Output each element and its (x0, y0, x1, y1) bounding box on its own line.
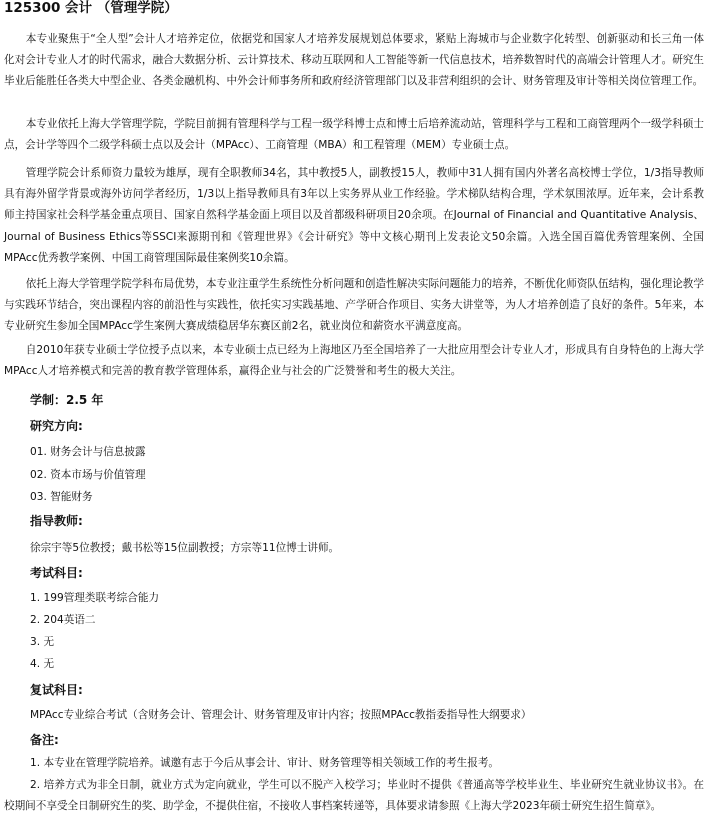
list-item: 1. 199管理类联考综合能力 (30, 592, 160, 604)
remark-item: 1. 本专业在管理学院培养。诚邀有志于今后从事会计、审计、财务管理等相关领域工作的考生报考。 (30, 757, 500, 769)
advisors-text: 徐宗宇等5位教授；戴书松等15位副教授；方宗等11位博士讲师。 (30, 542, 340, 554)
list-item: 4. 无 (30, 658, 55, 670)
page-title: 125300 会计 （管理学院） (4, 0, 178, 16)
research-heading: 研究方向: (30, 419, 83, 433)
retest-text: MPAcc专业综合考试（含财务会计、管理会计、财务管理及审计内容；按照MPAcc教指委指导性大纲要求） (30, 709, 532, 721)
duration-heading: 学制：2.5 年 (30, 393, 104, 407)
advantage-paragraph: 依托上海大学管理学院学科布局优势，本专业注重学生系统性分析问题和创造性解决实际问题能力的培养，不断优化师资队伍结构，强化理论教学与实践环节结合，突出课程内容的前沿性与实践性，依托实习实践基地、产学研合作项目、实务大讲堂等，为人才培养创造了良好的条件。5年来，本专业研究生参加全国MPAcc学生案例大赛成绩稳居华东赛区前2名，就业岗位和薪资水平满意度高。 (4, 278, 704, 333)
exam-heading: 考试科目: (30, 566, 83, 580)
list-item: 02. 资本市场与价值管理 (30, 469, 146, 481)
advisors-heading: 指导教师: (30, 514, 83, 528)
faculty-paragraph: 管理学院会计系师资力量较为雄厚，现有全职教师34名，其中教授5人，副教授15人，教师中31人拥有国内外著名高校博士学位，1/3指导教师具有海外留学背景或海外访问学者经历，1/3以上指导教师具有3年以上实务界从业工作经验。学术梯队结构合理，学术氛围浓厚。近年来，会计系教师主持国家社会科学基金重点项目、国家自然科学基金面上项目以及首都级科研项目20余项。在Journal of Financial and Quantitative Analysis、Journal of Business Ethics等SSCI来源期刊和《管理世界》《会计研究》等中文核心期刊上发表论文50余篇。入选全国百篇优秀管理案例、全国MPAcc优秀教学案例、中国工商管理国际最佳案例奖10余篇。 (4, 167, 704, 264)
retest-heading: 复试科目: (30, 683, 83, 697)
list-item: 03. 智能财务 (30, 491, 93, 503)
college-paragraph: 本专业依托上海大学管理学院，学院目前拥有管理科学与工程一级学科博士点和博士后培养流动站，管理科学与工程和工商管理两个一级学科硕士点，会计学等四个二级学科硕士点以及会计（MPAcc）、工商管理（MBA）和工程管理（MEM）专业硕士点。 (4, 118, 704, 152)
list-item: 3. 无 (30, 636, 55, 648)
intro-paragraph: 本专业聚焦于“全人型”会计人才培养定位，依据党和国家人才培养发展规划总体要求，紧贴上海城市与企业数字化转型、创新驱动和长三角一体化对会计专业人才的时代需求，融合大数据分析、云计算技术、移动互联网和人工智能等新一代信息技术，培养数智时代的高端会计管理人才。研究生毕业后能胜任各类大中型企业、各类金融机构、中外会计师事务所和政府经济管理部门以及非营利组织的会计、财务管理及审计等相关岗位管理工作。 (4, 33, 704, 88)
history-paragraph: 自2010年获专业硕士学位授予点以来，本专业硕士点已经为上海地区乃至全国培养了一大批应用型会计专业人才，形成具有自身特色的上海大学MPAcc人才培养模式和完善的教育教学管理体系，赢得企业与社会的广泛赞誉和考生的极大关注。 (4, 344, 704, 378)
list-item: 2. 204英语二 (30, 614, 96, 626)
list-item: 01. 财务会计与信息披露 (30, 446, 146, 458)
remarks-heading: 备注: (30, 733, 59, 747)
remark-item: 2. 培养方式为非全日制，就业方式为定向就业，学生可以不脱产入校学习；毕业时不提供《普通高等学校毕业生、毕业研究生就业协议书》。在校期间不享受全日制研究生的奖、助学金，不提供住宿，不接收人事档案转递等，具体要求请参照《上海大学2023年硕士研究生招生简章》。 (4, 779, 704, 813)
